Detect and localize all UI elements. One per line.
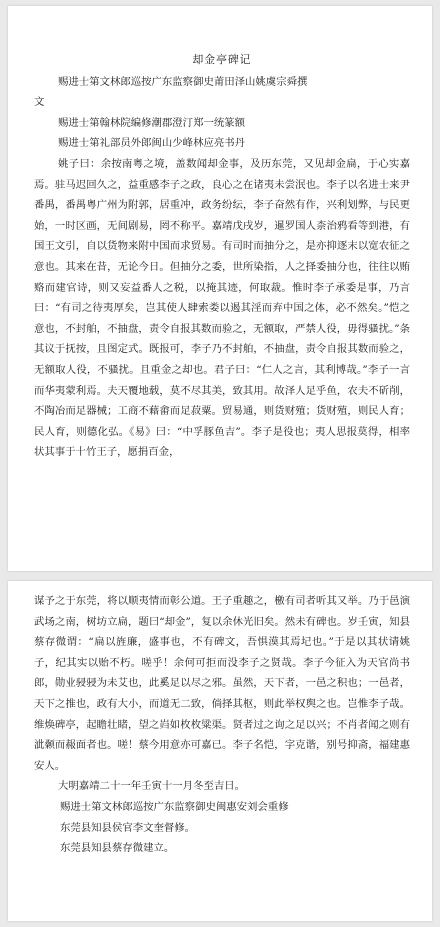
seal-script-byline: 赐进士第翰林院编修潮郡澄汀郑一统篆额 <box>58 116 246 129</box>
builder-signature: 东莞县知县蔡存微建立。 <box>60 842 175 855</box>
body-paragraph-1: 姚子曰：余按南粤之境，盖数闻却金事，及历东莞，又见却金扁，于心实嘉焉。驻马迟回久之，益重感李子之政，良心之在诸夷未尝泯也。李子以名进士来尹番禺，番禺粤广州为附郭，居重冲，政务纷纭，李子奋然有作，兴利划弊，与民更始，一时区画，无间剧易，罔不称平。嘉靖戊戌岁，暹罗国人柰治鸦看等到港，有国王文引，自以货物来附中国而求贸易。有司时而抽分之，是亦抑逐末以宽农征之意也。其来在昔，无论今日。但抽分之委，世所染指，人之择委抽分也，往往以贿赂而建官诗，则又妄益番人之税，以掩其迹，何取裁。惟时李子承委是事，乃言曰：“有司之待夷厚矣，岂其使人肆索娄以遏其淫而弃中国之体，必不然矣。”恺之意也，不封舶，不抽盘，责令自报其数而验之，无额取，严禁人役，毋得骚扰。”条其议于抚按，且图定式。既报可，李子乃不封舶，不抽盘，责令自报其数而验之，无额取人役，不骚扰。且重金之却也。君子曰：“仁人之言，其利博哉。”李子一言而华夷蒙利焉。夫天覆地载，莫不尽其美，致其用。故泽人足乎鱼，农夫不斫削，不陶冶而足器械；工商不藉畬而足菽粟。贸易通，则货财殖；货财殖，则民人育；民人育，则德化弘。《易》曰：“中孚豚鱼吉”。李子是役也；夷人思报莫得，相率状其事于十竹王子，愿捐百金， <box>34 157 410 459</box>
supervisor-signature: 东莞县知县侯官李文奎督修。 <box>60 821 196 834</box>
body-paragraph-2: 谋予之于东莞，将以顺夷情而彰公道。王子重趣之，檄有司者听其又举。乃于邑演武场之南，树坊立扁，题曰“却金”，复以余休光旧矣。然未有碑也。岁壬寅，知县蔡存微谓：“扁以旌廉，盛事也，不有碑文，吾惧漠其焉圮也。”于是以其状请姚子，纪其实以贻不朽。嗟乎！余何可拒而没李子之贤哉。李子今征入为天官尚书郎，勋业骎骎为未艾也，此奚足以尽之邪。虽然，天下者，一邑之积也；一邑者，天下之推也，政有大小，而道无二致，倘择其枢，则此举权舆之也。岂惟李子哉。维焕碑亭，起瞻壮睹，望之岿如枚枚粱渠。贤者过之询之足以兴；不肖者闻之则有泚颡而赧面者也。嗟！蔡今用意亦可嘉已。李子名恺，字克谐，别号抑斋，福建惠安人。 <box>34 595 410 772</box>
calligrapher-byline: 赐进士第礼部员外郎闽山少峰林应亮书丹 <box>58 137 246 150</box>
date-line: 大明嘉靖二十一年壬寅十一月冬至吉日。 <box>58 780 246 793</box>
page-2-content <box>8 581 432 859</box>
document-title: 却金亭碑记 <box>192 53 252 66</box>
restoration-signature: 赐进士第文林郎巡按广东监察御史闽惠安刘会重修 <box>60 800 289 813</box>
document-page-1 <box>8 6 432 571</box>
document-page-2 <box>8 581 432 921</box>
author-byline: 赐进士第文林郎巡按广东监察御史莆田泽山姚虞宗舜撰 <box>58 75 308 88</box>
page-1-content <box>8 6 432 463</box>
author-byline-wrap: 文 <box>34 96 45 109</box>
